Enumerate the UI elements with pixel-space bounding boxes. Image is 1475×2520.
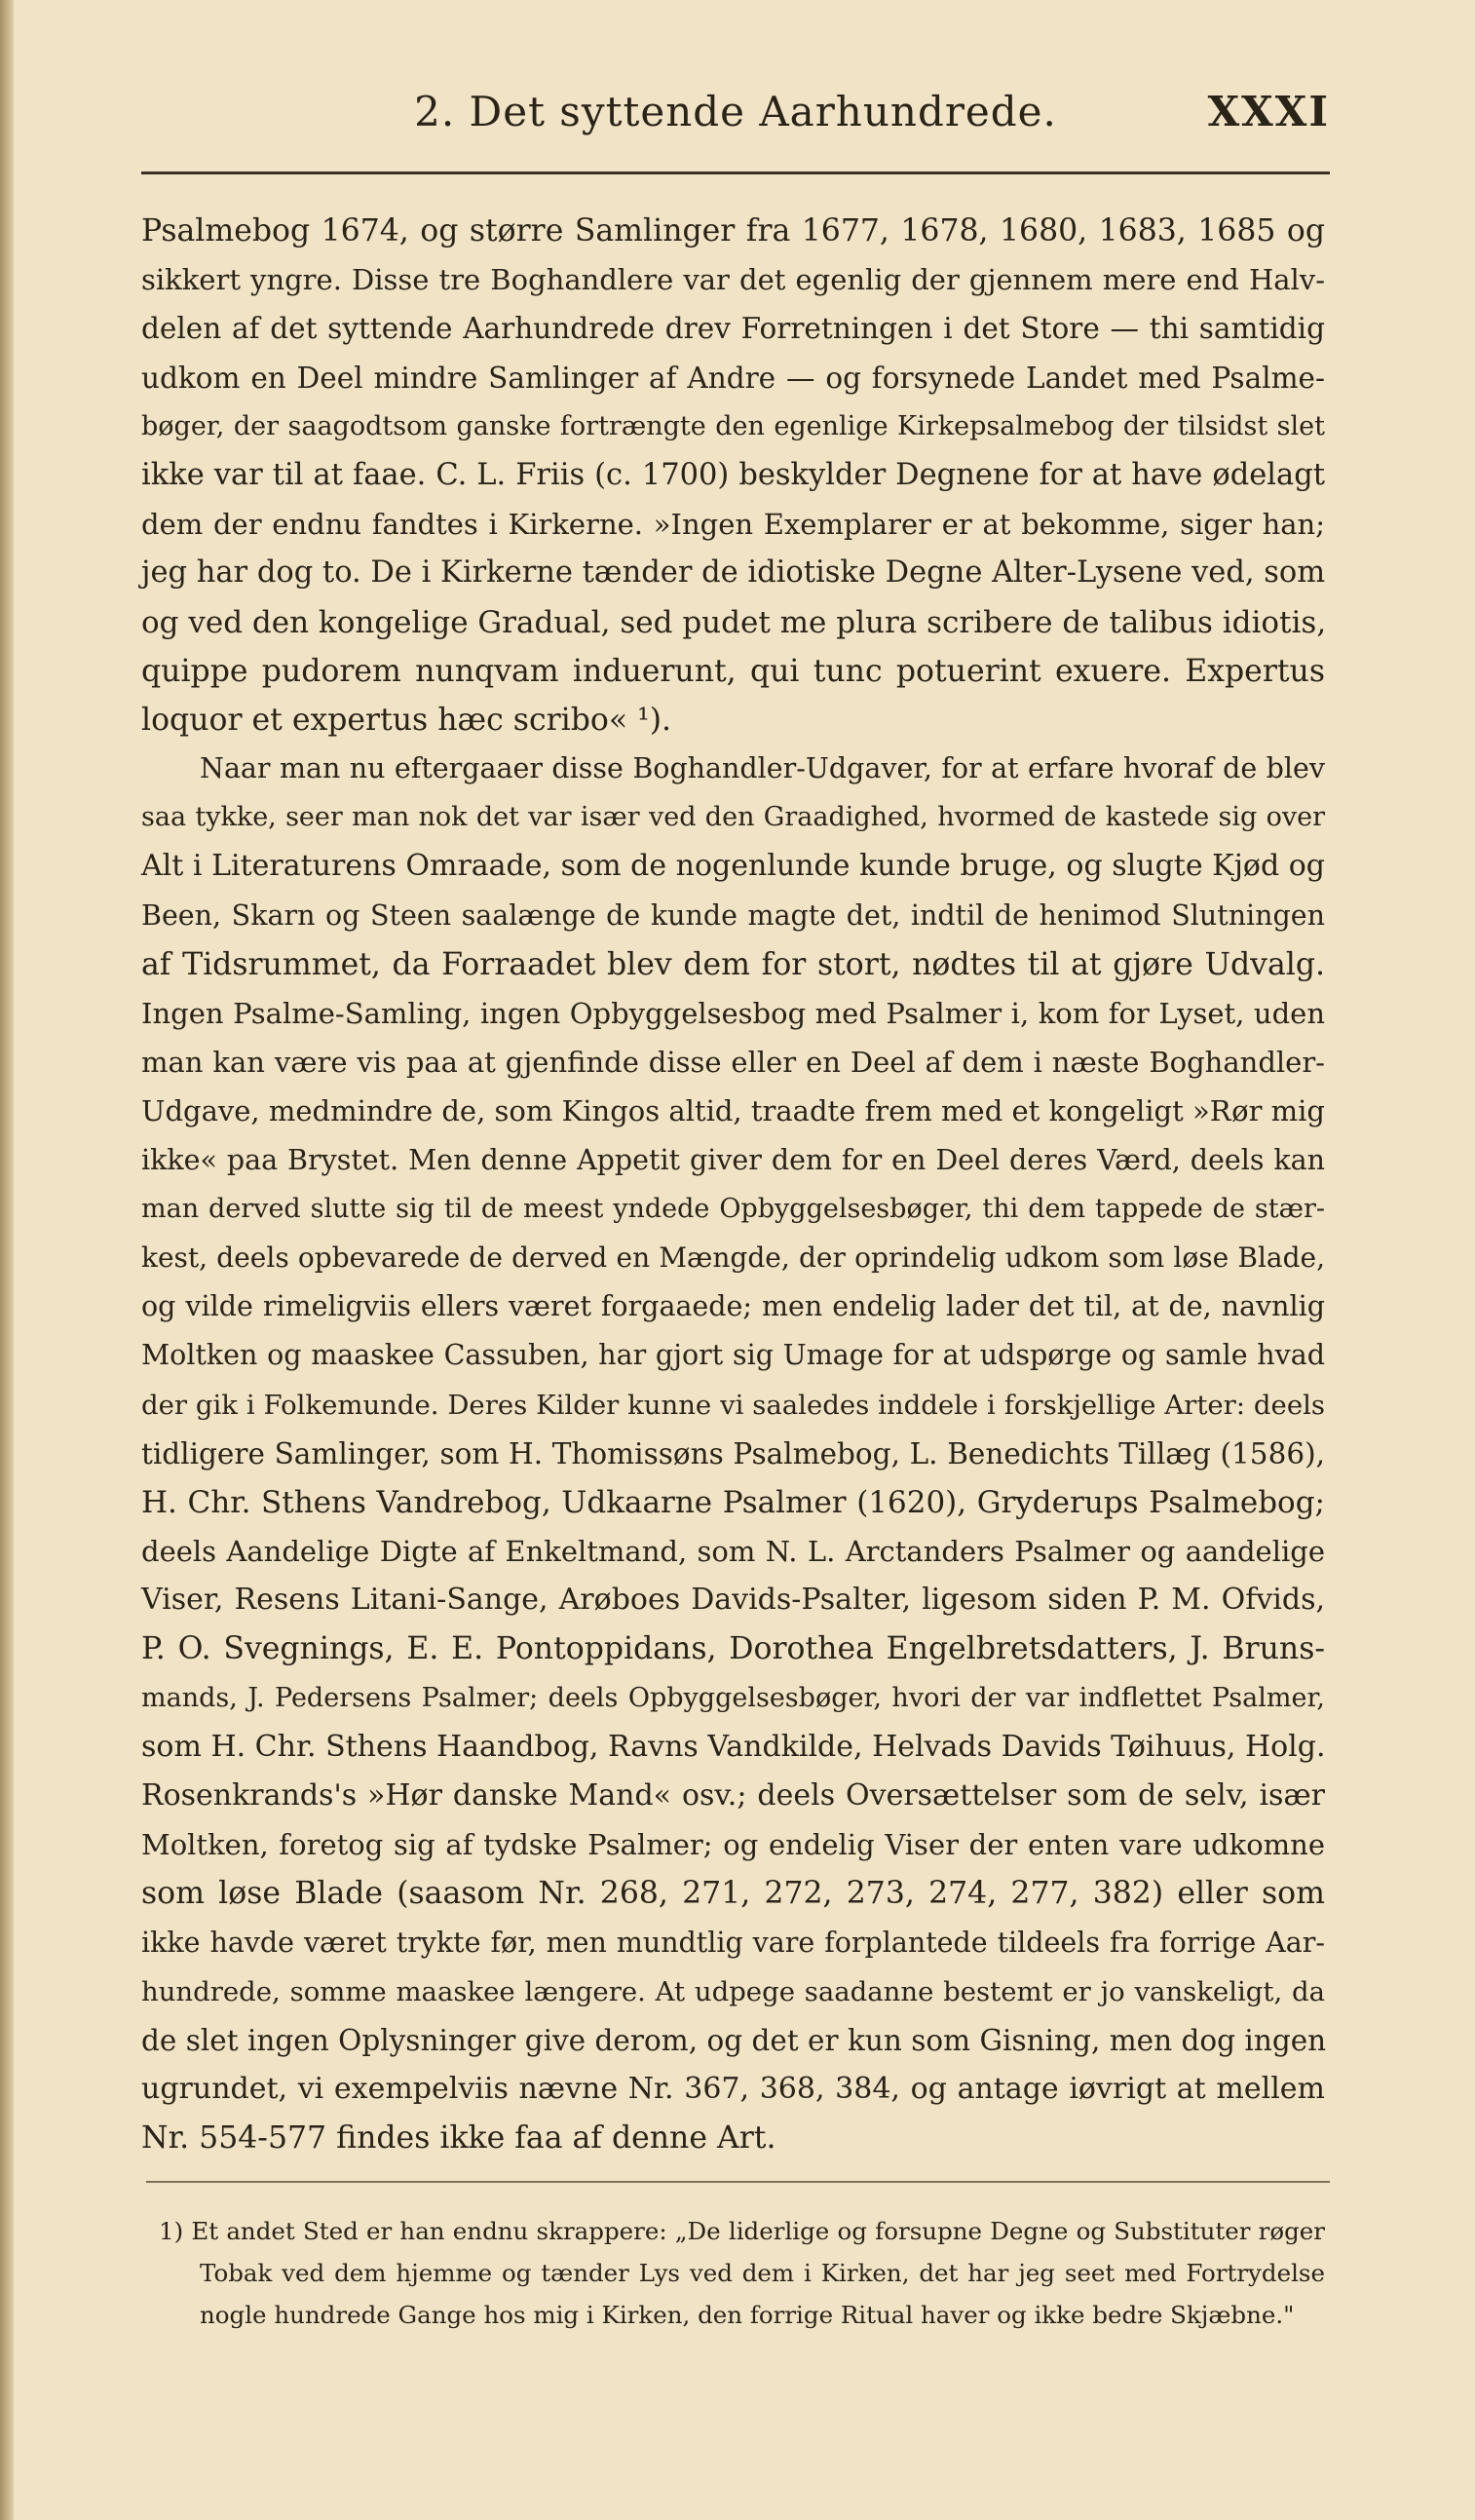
text-line: deels Aandelige Digte af Enkeltmand, som N. L. Arctanders Psalmer og aandelige (141, 1535, 1325, 1569)
text-line: Been, Skarn og Steen saalænge de kunde magte det, indtil de henimod Slutningen (141, 898, 1325, 932)
text-line: de slet ingen Oplysninger give derom, og det er kun som Gisning, men dog ingen (141, 2023, 1327, 2057)
text-line: Viser, Resens Litani-Sange, Arøboes Davids-Psalter, ligesom siden P. M. Ofvids, (141, 1583, 1325, 1618)
footnote-rule (146, 2181, 1330, 2183)
text-line: ugrundet, vi exempelviis nævne Nr. 367, 368, 384, og antage iøvrigt at mellem (141, 2072, 1325, 2107)
text-line: saa tykke, seer man nok det var især ved den Graadighed, hvormed de kastede sig over (141, 802, 1325, 833)
page-binding-edge (0, 0, 14, 2520)
text-line: man derved slutte sig til de meest yndede Opbyggelsesbøger, thi dem tappede de stær- (141, 1193, 1325, 1224)
text-line: delen af det syttende Aarhundrede drev Forretningen i det Store — thi samtidig (141, 312, 1325, 346)
text-line: ikke havde været trykte før, men mundtlig vare forplantede tildeels fra forrige Aar- (141, 1926, 1325, 1959)
footnote (141, 2210, 1325, 2336)
text-line: ikke var til at faae. C. L. Friis (c. 1700) beskylder Degnene for at have ødelagt (141, 457, 1325, 492)
text-line: Alt i Literaturens Omraade, som de nogenlunde kunde bruge, og slugte Kjød og (141, 849, 1325, 884)
text-line: hundrede, somme maaskee længere. At udpege saadanne bestemt er jo vanskeligt, da (141, 1975, 1325, 2007)
text-line: Moltken og maaskee Cassuben, har gjort sig Umage for at udspørge og samle hvad (141, 1339, 1325, 1372)
text-line: man kan være vis paa at gjenfinde disse eller en Deel af dem i næste Boghandler- (141, 1046, 1325, 1080)
text-line: loquor et expertus hæc scribo« ¹). (141, 702, 672, 738)
text-line: tidligere Samlinger, som H. Thomissøns Psalmebog, L. Benedichts Tillæg (1586), (141, 1436, 1325, 1470)
text-line: Naar man nu eftergaaer disse Boghandler-Udgaver, for at erfare hvoraf de blev (200, 752, 1325, 785)
page-number: XXXI (1207, 88, 1330, 135)
text-line: Psalmebog 1674, og større Samlinger fra 1677, 1678, 1680, 1683, 1685 og (141, 213, 1325, 248)
header-rule (141, 172, 1330, 174)
main-text (141, 207, 1325, 2163)
text-line: quippe pudorem nunqvam induerunt, qui tunc potuerint exuere. Expertus (141, 653, 1325, 689)
text-line: jeg har dog to. De i Kirkerne tænder de idiotiske Degne Alter-Lysene ved, som (141, 555, 1326, 591)
text-line: Rosenkrands's »Hør danske Mand« osv.; deels Oversættelser som de selv, især (141, 1778, 1325, 1813)
text-line: ikke« paa Brystet. Men denne Appetit giver dem for en Deel deres Værd, deels kan (141, 1143, 1325, 1176)
text-line: som H. Chr. Sthens Haandbog, Ravns Vandkilde, Helvads Davids Tøihuus, Holg. (141, 1729, 1326, 1764)
text-line: der gik i Folkemunde. Deres Kilder kunne vi saaledes inddele i forskjellige Arter: deels (141, 1389, 1325, 1421)
text-line: P. O. Svegnings, E. E. Pontoppidans, Dorothea Engelbretsdatters, J. Bruns- (141, 1631, 1325, 1667)
chapter-title: 2. Det syttende Aarhundrede. (414, 88, 1057, 135)
text-line: mands, J. Pedersens Psalmer; deels Opbyggelsesbøger, hvori der var indflettet Psalmer, (141, 1682, 1325, 1713)
text-line: udkom en Deel mindre Samlinger af Andre — og forsynede Landet med Psalme- (141, 361, 1325, 395)
text-line: sikkert yngre. Disse tre Boghandlere var det egenlig der gjennem mere end Halv- (141, 263, 1325, 297)
text-line: Nr. 554-577 findes ikke faa af denne Art. (141, 2120, 776, 2157)
footnote-line: 1) Et andet Sted er han endnu skrappere: „De liderlige og forsupne Degne og Substituter røger (159, 2217, 1325, 2245)
text-line: og ved den kongelige Gradual, sed pudet me plura scribere de talibus idiotis, (141, 604, 1327, 640)
running-header (141, 88, 1330, 146)
footnote-line: Tobak ved dem hjemme og tænder Lys ved dem i Kirken, det har jeg seet med Fortrydelse (200, 2259, 1325, 2287)
text-line: Moltken, foretog sig af tydske Psalmer; og endelig Viser der enten vare udkomne (141, 1828, 1325, 1862)
text-line: kest, deels opbevarede de derved en Mængde, der oprindelig udkom som løse Blade, (141, 1241, 1325, 1274)
text-line: som løse Blade (saasom Nr. 268, 271, 272, 273, 274, 277, 382) eller som (141, 1876, 1325, 1912)
text-line: dem der endnu fandtes i Kirkerne. »Ingen Exemplarer er at bekomme, siger han; (141, 508, 1325, 542)
text-line: Ingen Psalme-Samling, ingen Opbyggelsesbog med Psalmer i, kom for Lyset, uden (141, 997, 1325, 1030)
text-line: H. Chr. Sthens Vandrebog, Udkaarne Psalmer (1620), Gryderups Psalmebog; (141, 1484, 1325, 1520)
footnote-line: nogle hundrede Gange hos mig i Kirken, den forrige Ritual haver og ikke bedre Skjæbne." (200, 2301, 1295, 2329)
text-line: af Tidsrummet, da Forraadet blev dem for stort, nødtes til at gjøre Udvalg. (141, 946, 1325, 982)
text-line: og vilde rimeligviis ellers været forgaaede; men endelig lader det til, at de, navnlig (141, 1290, 1325, 1323)
text-line: Udgave, medmindre de, som Kingos altid, traadte frem med et kongeligt »Rør mig (141, 1094, 1325, 1128)
text-line: bøger, der saagodtsom ganske fortrængte den egenlige Kirkepsalmebog der tilsidst slet (141, 410, 1325, 441)
